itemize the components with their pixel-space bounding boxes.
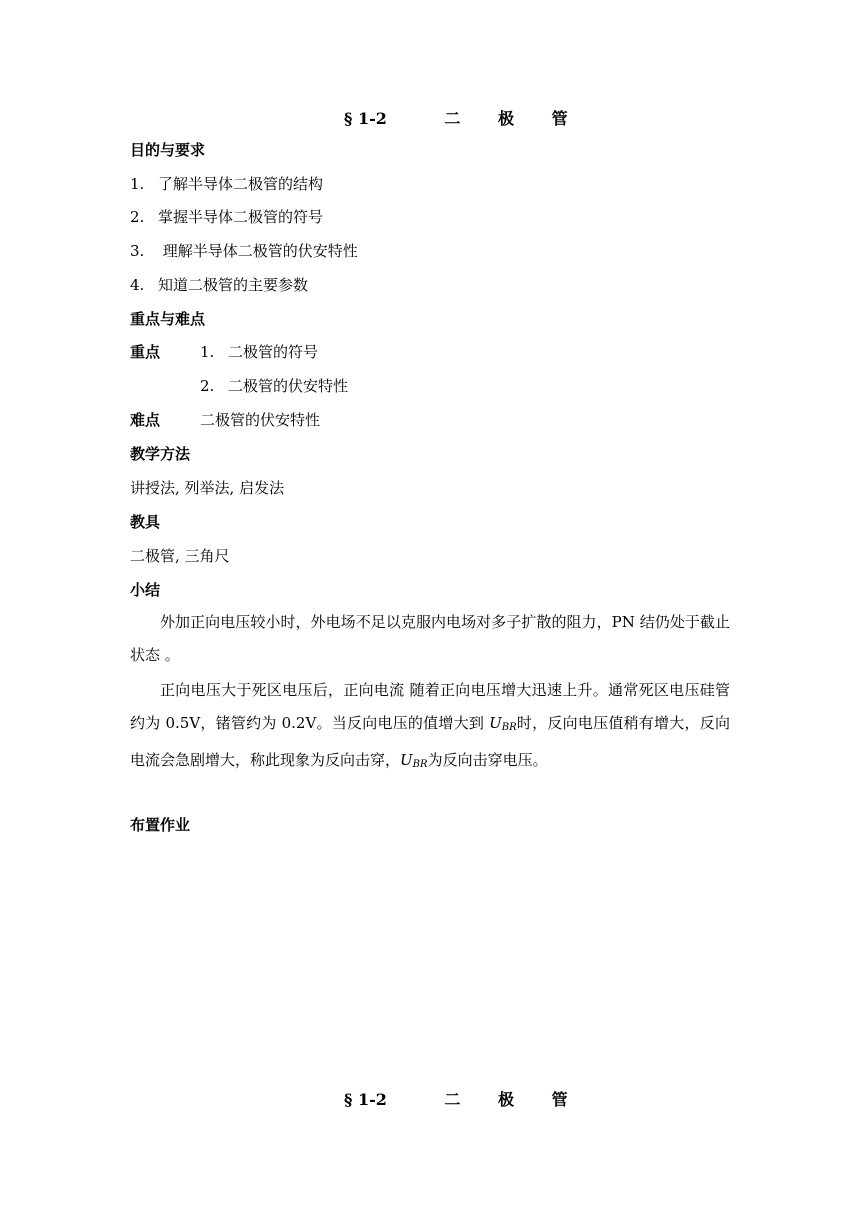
goal-item [130,207,323,227]
tools-heading: 教具 [130,513,161,531]
ubr-symbol: $U_{BR}$ [489,714,517,733]
summary-paragraph-1: 外加正向电压较小时，外电场不足以克服内电场对多子扩散的阻力，PN 结仍处于截止状态 。 [130,613,730,664]
goal-text: 掌握半导体二极管的符号 [158,208,324,226]
goal-item [130,241,358,261]
summary-paragraph-2: 正向电压大于死区电压后，正向电流 随着正向电压增大迅速上升。通常死区电压硅管约为 0.5V，锗管约为 0.2V。当反向电压的值增大到 $U_{BR}$时，反向电压值稍有增大，反向电流会急剧增大，称此现象为反向击穿，$U_{BR}$为反向击穿电压。 [130,681,730,770]
goals-heading: 目的与要求 [130,141,206,159]
focus-num: 2. [200,377,215,395]
methods-text: 讲授法, 列举法, 启发法 [130,479,285,497]
focus-num: 1. [200,343,215,361]
section-name: 二 极 管 [444,109,584,128]
section-number: § 1-2 [344,109,387,128]
keypoints-heading: 重点与难点 [130,310,206,328]
goal-item [130,275,308,295]
focus-row [130,342,318,362]
methods-heading: 教学方法 [130,445,191,463]
focus-label: 重点 [130,343,161,361]
section-title-top [344,106,584,129]
section-title-bottom [344,1087,584,1110]
tools-text: 二极管, 三角尺 [130,547,230,565]
focus-text: 二极管的符号 [228,343,319,361]
section-number: § 1-2 [344,1090,387,1109]
goal-text: 理解半导体二极管的伏安特性 [158,242,358,260]
ubr-symbol: $U_{BR}$ [400,751,428,770]
difficulty-row [130,410,320,430]
difficulty-label: 难点 [130,411,161,429]
focus-row [130,376,348,396]
section-name: 二 极 管 [444,1090,584,1109]
summary-heading: 小结 [130,581,161,599]
focus-text: 二极管的伏安特性 [228,377,349,395]
goal-num: 3. [130,242,145,260]
goal-num: 1. [130,175,145,193]
goal-item [130,174,323,194]
goal-text: 了解半导体二极管的结构 [158,175,324,193]
goal-num: 4. [130,276,145,294]
goal-text: 知道二极管的主要参数 [158,276,309,294]
goal-num: 2. [130,208,145,226]
difficulty-text: 二极管的伏安特性 [200,411,321,429]
homework-heading: 布置作业 [130,816,191,834]
